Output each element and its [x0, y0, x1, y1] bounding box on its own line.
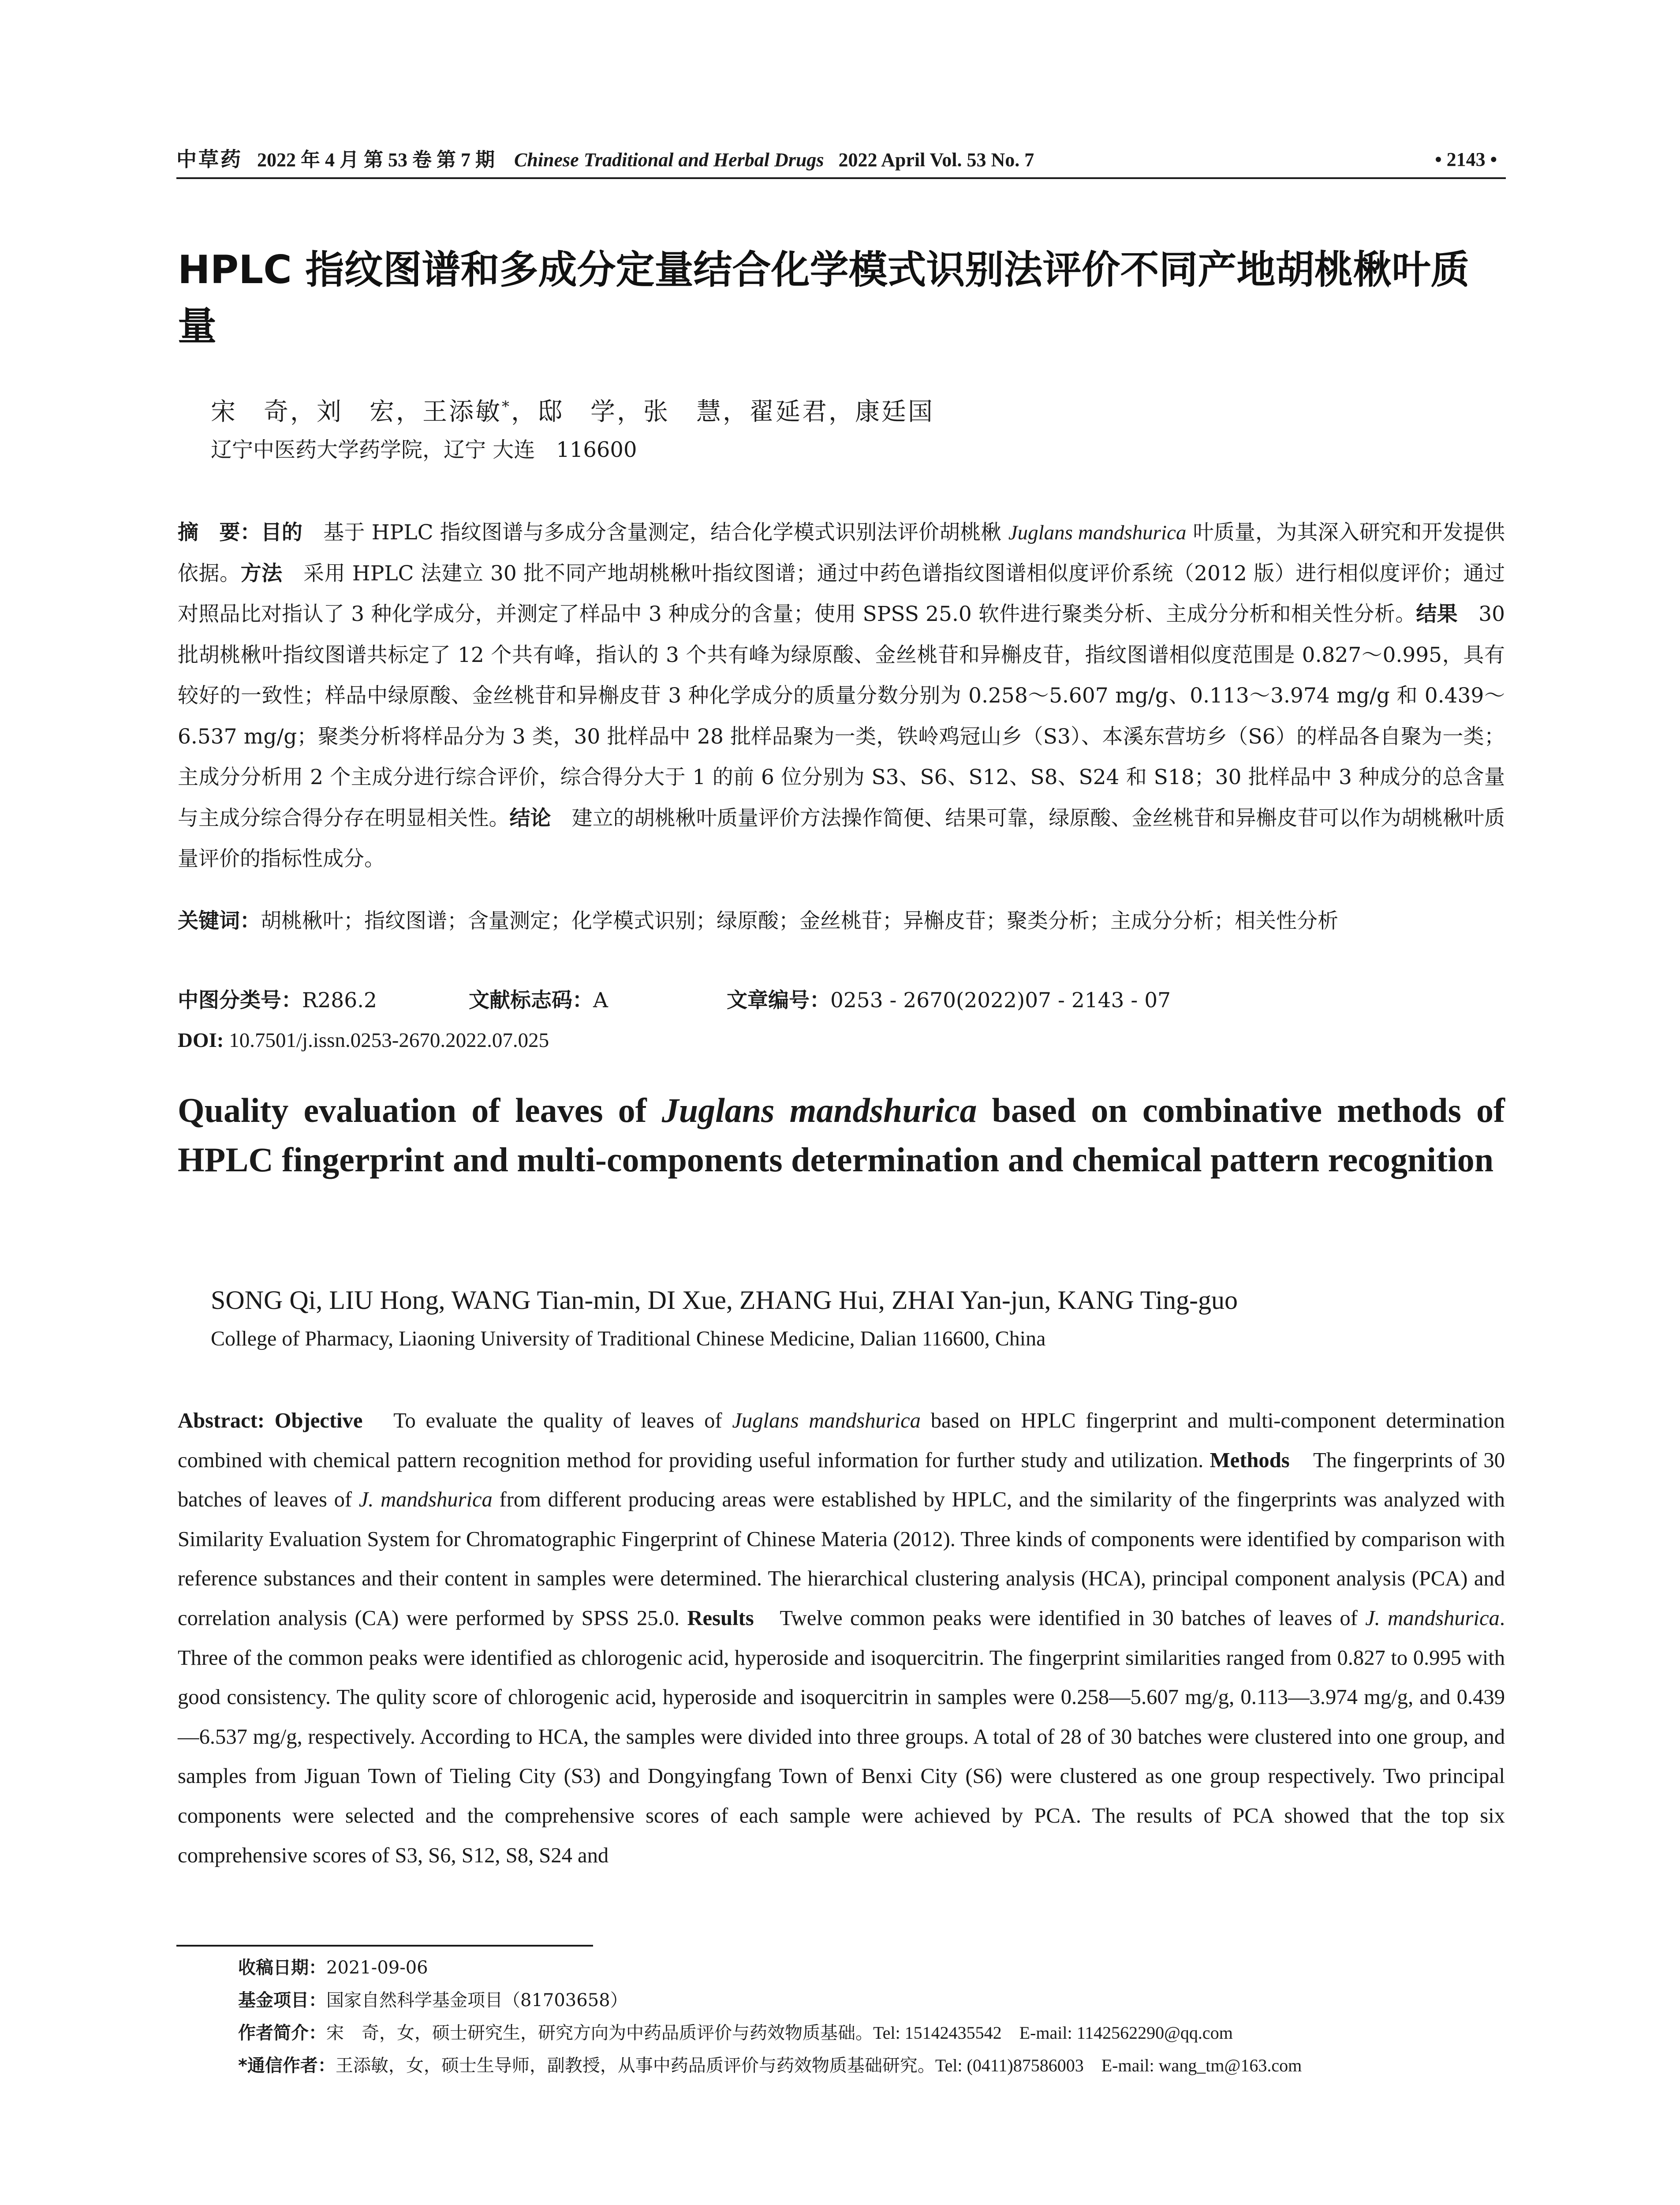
- objective-cn-post: 叶质量，为其深入研究和开发提供依据。: [178, 520, 1505, 586]
- methods-cn: 采用 HPLC 法建立 30 批不同产地胡桃楸叶指纹图谱；通过中药色谱指纹图谱相似度评价系统（2012 版）进行相似度评价；通过对照品比对指认了 3 种化学成分，并测定了样品中 3 种成分的含量；使用 SPSS 25.0 软件进行聚类分析、主成分分析和相关性分析。: [178, 561, 1505, 626]
- footnotes: [238, 1951, 1508, 2082]
- abstract-cn-label: 摘 要：: [178, 520, 261, 545]
- authors-cn-part1: 宋 奇，刘 宏，王添敏: [211, 397, 502, 426]
- results-species-en: J. mandshurica: [1365, 1606, 1500, 1630]
- header-rule: [176, 177, 1506, 179]
- footnote-rule: [176, 1945, 593, 1947]
- objective-label-en: Objective: [274, 1409, 363, 1432]
- authors-cn: [211, 389, 1490, 430]
- doi-label: DOI:: [178, 1029, 224, 1052]
- methods-en-post: from different producing areas were established by HPLC, and the similarity of the fingerprints was analyzed with Similarity Evaluation System for Chromatographic Fingerprint of Chinese Materia (2012). Three kinds of components were identified by comparison with reference substances and their content in samples were determined. The hierarchical clustering analysis (HCA), principal component analysis (PCA) and correlation analysis (CA) were performed by SPSS 25.0.: [178, 1487, 1505, 1630]
- page-number: • 2143 •: [1435, 149, 1497, 170]
- footnote-text: 王添敏，女，硕士生导师，副教授，从事中药品质评价与药效物质基础研究。: [335, 2056, 935, 2076]
- results-label-en: Results: [687, 1606, 754, 1630]
- doc-code-label: 文献标志码：: [469, 988, 593, 1013]
- journal-name-cn: 中草药: [176, 148, 243, 171]
- running-header: [176, 142, 1506, 177]
- title-cn: HPLC 指纹图谱和多成分定量结合化学模式识别法评价不同产地胡桃楸叶质量: [178, 247, 1470, 349]
- keywords-label-cn: 关键词：: [178, 909, 261, 933]
- journal-name-en: Chinese Traditional and Herbal Drugs: [514, 149, 824, 171]
- authors-en: SONG Qi, LIU Hong, WANG Tian-min, DI Xue, ZHANG Hui, ZHAI Yan-jun, KANG Ting-guo: [211, 1286, 1238, 1315]
- footnote-funding: [238, 1984, 1508, 2017]
- title-en-pre: Quality evaluation of leaves of: [178, 1091, 662, 1129]
- abstract-cn: [178, 512, 1505, 880]
- issue-info-cn: 2022 年 4 月 第 53 卷 第 7 期: [257, 149, 495, 171]
- methods-en-pre: The fingerprints of 30 batches of leaves of: [178, 1448, 1505, 1512]
- authors-cn-part2: ，邸 学，张 慧，翟延君，康廷国: [511, 397, 934, 426]
- results-label-cn: 结果: [1416, 602, 1458, 626]
- classification-row: [178, 981, 1505, 1020]
- footnote-text: 国家自然科学基金项目（81703658）: [326, 1990, 628, 2011]
- affiliation-en: College of Pharmacy, Liaoning University of Traditional Chinese Medicine, Dalian 116600, China: [211, 1327, 1046, 1350]
- keywords-text-cn: 胡桃楸叶；指纹图谱；含量测定；化学模式识别；绿原酸；金丝桃苷；异槲皮苷；聚类分析；主成分分析；相关性分析: [261, 909, 1338, 933]
- doc-code-value: A: [593, 988, 608, 1013]
- title-en-species: Juglans mandshurica: [661, 1091, 977, 1129]
- objective-label-cn: 目的: [261, 520, 303, 545]
- abstract-en-label: Abstract:: [178, 1409, 275, 1432]
- keywords-cn: [178, 902, 1505, 941]
- title-en: [178, 1086, 1505, 1185]
- results-en-pre: Twelve common peaks were identified in 30 batches of leaves of: [754, 1606, 1366, 1630]
- objective-en-pre: To evaluate the quality of leaves of: [362, 1409, 732, 1432]
- footnote-corresponding: [238, 2049, 1508, 2082]
- footnote-contact: Tel: 15142435542 E-mail: 1142562290@qq.com: [873, 2023, 1233, 2043]
- footnote-label: 作者简介：: [238, 2023, 326, 2043]
- clc-label: 中图分类号：: [178, 988, 302, 1013]
- methods-label-en: Methods: [1210, 1448, 1290, 1472]
- objective-cn-pre: 基于 HPLC 指纹图谱与多成分含量测定，结合化学模式识别法评价胡桃楸: [302, 520, 1008, 545]
- species-name-cn: Juglans mandshurica: [1008, 521, 1187, 544]
- doi-value: 10.7501/j.issn.0253-2670.2022.07.025: [224, 1029, 549, 1052]
- article-no-value: 0253 - 2670(2022)07 - 2143 - 07: [830, 988, 1171, 1013]
- footnote-text: 2021-09-06: [326, 1958, 428, 1978]
- methods-label-cn: 方法: [240, 561, 283, 586]
- species-abbr-en: J. mandshurica: [358, 1487, 493, 1512]
- article-no-label: 文章编号：: [727, 988, 830, 1013]
- corresponding-mark: *: [502, 398, 511, 415]
- species-name-en: Juglans mandshurica: [732, 1409, 921, 1432]
- affiliation-cn: 辽宁中医药大学药学院，辽宁 大连 116600: [211, 437, 637, 462]
- footnote-label: *通信作者：: [238, 2056, 336, 2076]
- footnote-author-bio: [238, 2017, 1508, 2049]
- footnote-text: 宋 奇，女，硕士研究生，研究方向为中药品质评价与药效物质基础。: [326, 2023, 873, 2043]
- results-cn: 30 批胡桃楸叶指纹图谱共标定了 12 个共有峰，指认的 3 个共有峰为绿原酸、金丝桃苷和异槲皮苷，指纹图谱相似度范围是 0.827～0.995，具有较好的一致性；样品中绿原酸、金丝桃苷和异槲皮苷 3 种化学成分的质量分数分别为 0.258～5.607 mg/g、0.113～3.974 mg/g 和 0.439～6.537 mg/g；聚类分析将样品分为 3 类，30 批样品中 28 批样品聚为一类，铁岭鸡冠山乡（S3）、本溪东营坊乡（S6）的样品各自聚为一类；主成分分析用 2 个主成分进行综合评价，综合得分大于 1 的前 6 位分别为 S3、S6、S12、S8、S24 和 S18；30 批样品中 3 种成分的总含量与主成分综合得分存在明显相关性。: [178, 602, 1505, 830]
- doi: [178, 1021, 1505, 1060]
- footnote-contact: Tel: (0411)87586003 E-mail: wang_tm@163.com: [935, 2056, 1302, 2075]
- issue-info-en: 2022 April Vol. 53 No. 7: [838, 149, 1034, 171]
- objective-en-post: based on HPLC fingerprint and multi-component determination combined with chemical pattern recognition method for providing useful information for further study and utilization.: [178, 1409, 1505, 1472]
- results-en-post: . Three of the common peaks were identified as chlorogenic acid, hyperoside and isoquercitrin. The fingerprint similarities ranged from 0.827 to 0.995 with good consistency. The qulity score of chlorogenic acid, hyperoside and isoquercitrin in samples were 0.258—5.607 mg/g, 0.113—3.974 mg/g, and 0.439—6.537 mg/g, respectively. According to HCA, the samples were divided into three groups. A total of 28 of 30 batches were clustered into one group, and samples from Jiguan Town of Tieling City (S3) and Dongyingfang Town of Benxi City (S6) were clustered as one group respectively. Two principal components were selected and the comprehensive scores of each sample were achieved by PCA. The results of PCA showed that the top six comprehensive scores of S3, S6, S12, S8, S24 and: [178, 1606, 1505, 1867]
- abstract-en: [178, 1401, 1505, 1875]
- footnote-label: 基金项目：: [238, 1990, 326, 2011]
- conclusion-label-cn: 结论: [509, 806, 551, 830]
- footnote-label: 收稿日期：: [238, 1958, 326, 1978]
- footnote-received: [238, 1951, 1508, 1984]
- clc-value: R286.2: [302, 988, 377, 1013]
- conclusion-cn: 建立的胡桃楸叶质量评价方法操作简便、结果可靠，绿原酸、金丝桃苷和异槲皮苷可以作为胡桃楸叶质量评价的指标性成分。: [178, 806, 1505, 871]
- title-en-post: based on combinative methods of HPLC fingerprint and multi-components determination and chemical pattern recognition: [178, 1091, 1505, 1179]
